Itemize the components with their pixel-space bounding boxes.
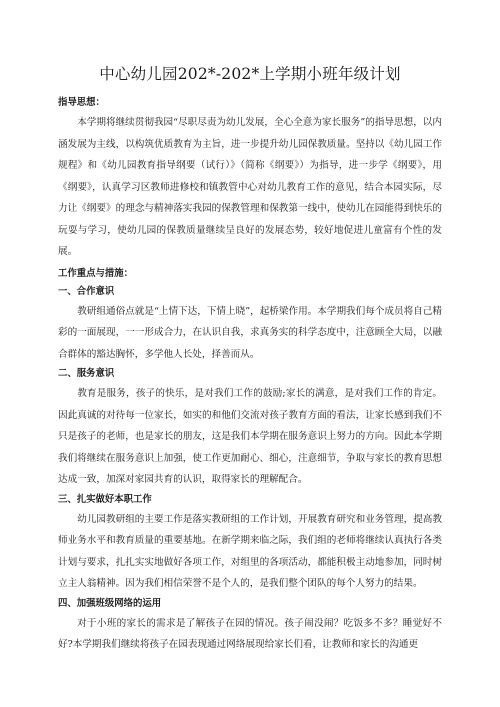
- heading-focus-measures: 工作重点与措施：: [58, 267, 134, 279]
- paragraph-cooperation: 教研组通俗点就是“上情下达，下情上晓”，起桥梁作用。本学期我们每个成员将自己精彩的一面展现，一一形成合力，在认识自我，求真务实的科学态度中，注意顾全大局，以融合群体的豁达胸怀，多学他人长处，择善而从。: [58, 305, 442, 360]
- document-title: 中心幼儿园202*-202*上学期小班年级计划: [99, 65, 401, 83]
- section-heading-service: 二、服务意识: [58, 368, 115, 379]
- section-heading-cooperation: 一、合作意识: [58, 285, 115, 297]
- paragraph-duties: 幼儿园教研组的主要工作是落实教研组的工作计划，开展教育研究和业务管理，提高教师业务水平和教育质量的重要基地。在新学期来临之际，我们组的老师将继续认真执行各类计划与要求，扎扎实实地做好各项工作，对组里的各项活动，都能积极主动地参加，同时树立主人翁精神。因为我们相信荣誉不是个人的，是我们整个团队的每个人努力的结果。: [58, 513, 442, 589]
- paragraph-guiding-thought: 本学期将继续贯彻我园“尽职尽责为幼儿发展，全心全意为家长服务”的指导思想，以内涵发展为主线，以构筑优质教育为主旨，进一步提升幼儿园保教质量。坚持以《幼儿园工作规程》和《幼儿园教育指导纲要（试行）》（简称《纲要》）为指导，进一步学《纲要》，用《纲要》，认真学习区教师进修校和镇教管中心对幼儿教育工作的意见，结合本园实际，尽力让《纲要》的理念与精神落实我园的保教管理和保教第一线中，使幼儿在园能得到快乐的玩耍与学习，使幼儿园的保教质量继续呈良好的发展态势，较好地促进儿童富有个性的发展。: [58, 117, 442, 257]
- paragraph-network: 对于小班的家长的需求是了解孩子在园的情况。孩子闹没闹？吃饭多不多？睡觉好不好?本学期我们继续将孩子在园表现通过网络展现给家长们看，让教师和家长的沟通更: [58, 617, 442, 650]
- paragraph-service: 教育是服务，孩子的快乐，是对我们工作的鼓励;家长的满意，是对我们工作的肯定。因此真诚的对待每一位家长，如实的和他们交流对孩子教育方面的看法，让家长感到我们不只是孩子的老师，也是家长的朋友，这是我们本学期在服务意识上努力的方向。因此本学期我们将继续在服务意识上加强，使工作更加耐心、细心，注意细节，争取与家长的教育思想达成一致，加深对家园共育的认识，取得家长的理解配合。: [58, 388, 442, 485]
- section-heading-duties: 三、扎实做好本职工作: [58, 493, 152, 505]
- section-heading-network: 四、加强班级网络的运用: [58, 597, 162, 609]
- heading-guiding-thought: 指导思想：: [58, 97, 105, 108]
